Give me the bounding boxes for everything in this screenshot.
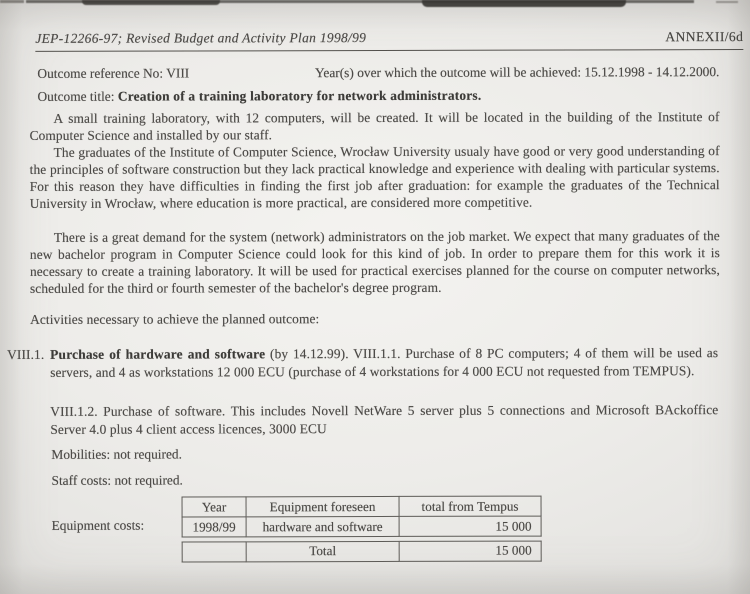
cell-total-label: Total (246, 541, 399, 561)
outcome-reference-label: Outcome reference No: (37, 65, 164, 81)
cell-equipment: hardware and software (246, 516, 399, 536)
outcome-title-label: Outcome title: (37, 88, 115, 104)
activities-heading: Activities necessary to achieve the planned outcome: (30, 311, 320, 327)
running-title: JEP-12266-97; Revised Budget and Activity Plan 1998/99 (35, 30, 367, 46)
outcome-reference (37, 64, 189, 81)
equipment-table-total (182, 540, 542, 562)
paragraph-laboratory: A small training laboratory, with 12 computers, will be created. It will be located in the building of the Institute of Computer Science and installed by our staff. (29, 109, 720, 143)
col-header-equipment: Equipment foreseen (246, 496, 399, 516)
outcome-title-value: Creation of a training laboratory for network administrators. (117, 87, 482, 104)
activity-viii-1 (7, 344, 719, 382)
col-header-total: total from Tempus (399, 496, 541, 516)
equipment-costs-table (182, 496, 542, 562)
outcome-years: Year(s) over which the outcome will be achieved: 15.12.1998 - 14.12.2000. (315, 64, 720, 81)
activity-title: Purchase of hardware and software (50, 346, 266, 362)
cell-empty (182, 541, 246, 561)
annex-label: ANNEXII/6d (665, 29, 744, 45)
col-header-year: Year (182, 497, 246, 517)
paragraph-graduates: The graduates of the Institute of Computer Science, Wrocław University usualy have good or very good understanding of the principles of software construction but they lack practical knowledge and experience with dealing with particular systems. For this reason they have difficulties in finding the first job after graduation: for example the graduates of the Technical University in Wrocław, where education is more practical, are considered more competitive. (29, 143, 720, 211)
activity-body: (by 14.12.99). VIII.1.1. Purchase of 8 PC computers; 4 of them will be used as servers, and 4 as workstations 12 000 ECU (purchase of 4 workstations for 4 000 ECU not requested from TEMPUS). (50, 345, 719, 380)
mobilities-line: Mobilities: not required. (51, 446, 182, 462)
cell-total-value: 15 000 (399, 541, 541, 561)
equipment-costs-label: Equipment costs: (51, 517, 145, 533)
equipment-table-main (182, 496, 542, 538)
activity-viii-1-2: VIII.1.2. Purchase of software. This includes Novell NetWare 5 server plus 5 connections and Microsoft BAckoffice Server 4.0 plus 4 client access licences, 3000 ECU (50, 402, 719, 437)
outcome-reference-value: VIII (166, 65, 190, 81)
outcome-title-line (37, 87, 481, 105)
table-total-row (182, 541, 541, 562)
paragraph-demand: There is a great demand for the system (network) administrators on the job market. We expect that many graduates of the new bachelor program in Computer Science could look for this kind of job. In order to prepare them for this work it is necessary to create a training laboratory. It will be used for practical exercises planned for the course on computer networks, scheduled for the third or fourth semester of the bachelor's degree program. (29, 228, 720, 296)
cell-total: 15 000 (399, 516, 541, 536)
staff-costs-line: Staff costs: not required. (51, 472, 183, 488)
table-data-row (182, 516, 541, 537)
activity-number: VIII.1. (7, 346, 45, 362)
cell-year: 1998/99 (182, 517, 246, 537)
table-header-row (182, 496, 541, 517)
page-header-rule (35, 29, 743, 52)
outcome-meta-line (37, 63, 719, 82)
